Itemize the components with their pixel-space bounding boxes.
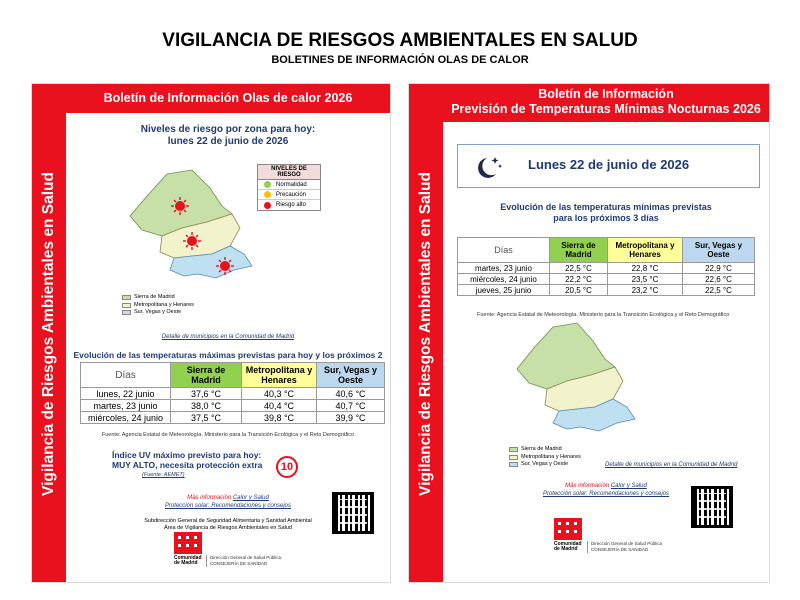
risk-legend-label: Riesgo alto: [276, 202, 307, 208]
table-row: [458, 263, 755, 274]
table-cell-day: martes, 23 junio: [81, 400, 171, 412]
table-cell: 37,6 °C: [171, 388, 242, 400]
qr-code: [691, 486, 733, 528]
risk-title-line2: lunes 22 de junio de 2026: [167, 136, 289, 147]
table-cell: 37,5 °C: [171, 412, 242, 424]
table-row: [81, 400, 385, 412]
min-title-line2: para los próximos 3 días: [553, 213, 659, 223]
zone-legend-label: Sur, Vegas y Oeste: [134, 309, 182, 315]
zone-legend-label: Sur, Vegas y Oeste: [521, 461, 569, 467]
risk-legend-label: Normalidad: [276, 181, 307, 188]
logo-directorate: [587, 541, 662, 553]
uv-info: [112, 450, 262, 480]
table-row: [81, 388, 385, 400]
table-cell: 20,5 °C: [550, 285, 608, 296]
table-cell: 22,5 °C: [550, 263, 608, 274]
risk-legend-label: Precaución: [276, 191, 307, 198]
table-header-row: [81, 363, 385, 388]
side-bar-text: Vigilancia de Riesgos Ambientales en Salud: [40, 172, 57, 496]
moon-stars-icon: [472, 152, 504, 182]
solar-protection-link[interactable]: Protección solar: Recomendaciones y consejos: [164, 503, 292, 509]
table-cell: 22,6 °C: [683, 274, 755, 285]
table-cell: 40,3 °C: [242, 388, 317, 400]
calor-salud-link[interactable]: Calor y Salud: [610, 483, 647, 489]
risk-legend-row: [258, 200, 320, 210]
zone-legend-label: Metropolitana y Henares: [521, 453, 581, 460]
bulletin-banner: [443, 84, 769, 122]
uv-line2: MUY ALTO, necesita protección extra: [112, 460, 263, 470]
max-temp-table: [80, 362, 385, 424]
uv-source: (Fuente: AEMET): [142, 472, 185, 478]
solar-protection-link[interactable]: Protección solar: Recomendaciones y consejos: [542, 491, 670, 497]
risk-title-line1: Niveles de riesgo por zona para hoy:: [140, 124, 316, 135]
side-bar: [32, 84, 66, 582]
risk-legend-header: NIVELES DE RIESGO: [258, 165, 320, 180]
table-header-metro: Metropolitana y Henares: [608, 238, 683, 263]
table-cell: 22,5 °C: [683, 285, 755, 296]
table-header-sur: Sur, Vegas y Oeste: [683, 238, 755, 263]
max-table-title: Evolución de las temperaturas máximas previstas para hoy y los próximos 2: [73, 350, 383, 360]
calor-salud-link[interactable]: Calor y Salud: [232, 495, 269, 501]
table-row: [458, 274, 755, 285]
side-bar: [409, 84, 443, 582]
logo-name-2: de Madrid: [174, 560, 198, 566]
madrid-logo-icon: [554, 518, 582, 540]
data-source: Fuente: Agencia Estatal de Meteorología. Ministerio para la Transición Ecológica y el Reto Demográfico: [477, 312, 730, 318]
zone-legend-label: Metropolitana y Henares: [134, 301, 194, 308]
logo-name-1: Comunidad: [174, 555, 202, 561]
min-temp-bulletin: [408, 83, 770, 583]
logo-dir-2: CONSEJERÍA DE SANIDAD: [210, 561, 268, 566]
table-cell: 22,8 °C: [608, 263, 683, 274]
madrid-logo-icon: [174, 532, 202, 554]
table-cell: 22,2 °C: [550, 274, 608, 285]
zone-legend-label: Sierra de Madrid: [521, 446, 562, 452]
table-header-sierra: Sierra de Madrid: [171, 363, 242, 388]
table-cell: 40,4 °C: [242, 400, 317, 412]
date-box: [457, 144, 760, 188]
table-cell: 38,0 °C: [171, 400, 242, 412]
max-temp-bulletin: [31, 83, 391, 583]
page-title: VIGILANCIA DE RIESGOS AMBIENTALES EN SALUD: [162, 30, 638, 51]
logo-name-2: de Madrid: [554, 546, 578, 552]
zone-legend: [509, 446, 581, 469]
logo-name-1: Comunidad: [554, 541, 582, 547]
footer-org: [66, 518, 390, 532]
logo-directorate: [206, 555, 281, 567]
table-header-row: [458, 238, 755, 263]
risk-map: [112, 166, 272, 286]
table-cell: 39,9 °C: [317, 412, 385, 424]
logo-name: [554, 542, 582, 552]
municipios-link-wrap: [605, 453, 737, 471]
table-cell-day: miércoles, 24 junio: [458, 274, 550, 285]
risk-legend: [257, 164, 321, 211]
table-row: [81, 412, 385, 424]
page-subtitle: BOLETINES DE INFORMACIÓN OLAS DE CALOR: [271, 54, 529, 66]
table-header-days: Días: [458, 238, 550, 263]
table-cell: 22,9 °C: [683, 263, 755, 274]
municipios-link[interactable]: Detalle de municipios en la Comunidad de Madrid: [605, 462, 738, 468]
table-cell-day: jueves, 25 junio: [458, 285, 550, 296]
banner-line1: Boletín de Información: [538, 87, 674, 101]
table-cell-day: miércoles, 24 junio: [81, 412, 171, 424]
zone-map: [501, 319, 651, 439]
logo-dir-2: CONSEJERÍA DE SANIDAD: [591, 547, 649, 552]
more-info-prefix: Más información: [187, 495, 232, 501]
more-info-prefix: Más información: [565, 483, 610, 489]
zone-legend-label: Sierra de Madrid: [134, 294, 175, 300]
table-header-days: Días: [81, 363, 171, 388]
table-cell: 40,7 °C: [317, 400, 385, 412]
data-source: Fuente: Agencia Estatal de Meteorología. Ministerio para la Transición Ecológica y el Reto Demográfico: [101, 432, 355, 438]
municipios-link-wrap: [66, 325, 390, 343]
table-row: [458, 285, 755, 296]
min-temp-table: [457, 237, 755, 296]
uv-line1: Índice UV máximo previsto para hoy:: [112, 450, 262, 460]
bulletin-date: Lunes 22 de junio de 2026: [528, 157, 690, 172]
table-cell-day: martes, 23 junio: [458, 263, 550, 274]
table-cell: 23,5 °C: [608, 274, 683, 285]
risk-title: [66, 124, 390, 148]
risk-legend-row: [258, 190, 320, 200]
municipios-link[interactable]: Detalle de municipios en la Comunidad de Madrid: [161, 334, 295, 340]
logo-dir-1: Dirección General de Salud Pública: [591, 541, 663, 546]
min-table-title: [443, 202, 769, 224]
uv-index-badge: 10: [276, 456, 298, 478]
risk-legend-row: [258, 180, 320, 190]
logo-name: [174, 556, 202, 566]
bulletin-banner: Boletín de Información Olas de calor 2026: [66, 84, 390, 113]
table-cell: 23,2 °C: [608, 285, 683, 296]
zone-legend: [122, 294, 194, 317]
side-bar-text: Vigilancia de Riesgos Ambientales en Salud: [417, 172, 434, 496]
table-cell: 39,8 °C: [242, 412, 317, 424]
table-cell: 40,6 °C: [317, 388, 385, 400]
min-title-line1: Evolución de las temperaturas mínimas previstas: [500, 202, 712, 212]
logo-dir-1: Dirección General de Salud Pública: [210, 555, 282, 560]
banner-line2: Previsión de Temperaturas Mínimas Nocturnas 2026: [451, 102, 761, 116]
footer-line1: Subdirección General de Seguridad Alimentaria y Sanidad Ambiental: [144, 518, 312, 524]
table-header-sur: Sur, Vegas y Oeste: [317, 363, 385, 388]
table-header-metro: Metropolitana y Henares: [242, 363, 317, 388]
footer-line2: Área de Vigilancia de Riesgos Ambientales en Salud: [163, 525, 292, 531]
table-cell-day: lunes, 22 junio: [81, 388, 171, 400]
table-header-sierra: Sierra de Madrid: [550, 238, 608, 263]
